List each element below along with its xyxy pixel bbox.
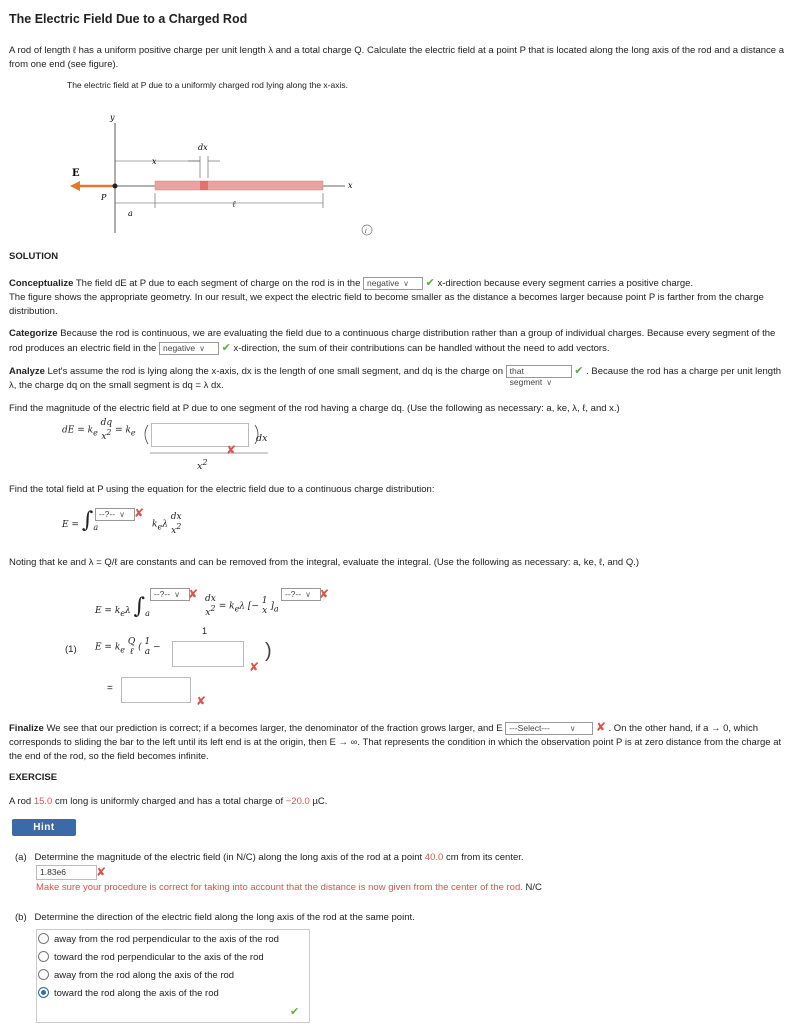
charged-rod xyxy=(155,181,323,190)
finalize-lead: Finalize xyxy=(9,723,44,734)
field-arrow-head xyxy=(70,181,80,191)
eq-final-numerator: 1 xyxy=(202,626,208,636)
eq-de-dx: dx xyxy=(256,433,268,444)
conceptualize-lead: Conceptualize xyxy=(9,278,74,289)
eq-final-close-paren: ) xyxy=(265,640,272,662)
point-p xyxy=(113,184,118,189)
error-icon: ✘ xyxy=(134,506,145,520)
finalize-select[interactable]: ---Select--- ∨ xyxy=(505,722,593,735)
eq-integrand-2: dx $x^2 = k_e\lambda$ [− 1 x ]$_a$ xyxy=(205,594,279,618)
check-icon: ✔ xyxy=(425,277,435,289)
error-icon: ✘ xyxy=(226,443,237,457)
chevron-down-icon: ∨ xyxy=(569,723,576,733)
svg-text:i: i xyxy=(365,228,367,235)
upper-limit-select-1[interactable]: --?-- ∨ xyxy=(95,508,135,521)
y-axis-label: y xyxy=(110,113,115,122)
label-E: E xyxy=(72,168,80,179)
instruction-3: Noting that ke and λ = Q/ℓ are constants and can be removed from the integral, evaluate the integral. (Use the following as necessary: a, ke, ℓ, and Q.) xyxy=(9,557,640,568)
chevron-down-icon: ∨ xyxy=(546,377,553,387)
analyze-lead: Analyze xyxy=(9,366,45,377)
error-icon: ✘ xyxy=(196,694,207,708)
instruction-2: Find the total field at P using the equation for the electric field due to a continuous charge distribution: xyxy=(9,484,435,495)
chevron-down-icon: ∨ xyxy=(305,590,311,599)
chevron-down-icon: ∨ xyxy=(403,278,409,288)
intro-text: A rod of length ℓ has a uniform positive charge per unit length λ and a total charge Q. Calculate the electric field at a point P that is located along the long axis of the rod and a distance a from one end (see figure). xyxy=(9,45,784,70)
eq-integrand: $k_e\lambda$ dx $x^2$ xyxy=(152,512,182,536)
check-icon: ✔ xyxy=(574,365,584,377)
label-P: P xyxy=(101,193,107,202)
part-a-question: (a) Determine the magnitude of the electric field (in N/C) along the long axis of the rod at a point 40.0 cm from its center. xyxy=(15,852,524,863)
analyze-segment-select[interactable]: that segment ∨ xyxy=(506,365,572,378)
hint-button[interactable]: Hint xyxy=(12,819,76,836)
finalize-section: Finalize We see that our prediction is correct; if a becomes larger, the denominator of the fraction grows larger, and E ---Select--- ∨ ✘ . On the other hand, if a → 0, which corresponds to sliding the bar to the left until its left end is at the origin, then E → ∞. That represents the condition in which the observation point P is at zero distance from the charge at the end of the rod, so the field becomes infinite. xyxy=(9,720,782,762)
check-icon: ✔ xyxy=(290,1006,300,1018)
conceptualize-section: Conceptualize The field dE at P due to each segment of charge on the rod is in the negative ∨ ✔ x-direction because every segment carries a positive charge. The figure shows the appropriate geometry. In our result, we expect the electric field to become smaller as the distance a becomes larger because point P is farther from the charge distribution. xyxy=(9,277,764,317)
chevron-down-icon: ∨ xyxy=(174,590,180,599)
rod-figure xyxy=(60,108,380,238)
categorize-section: Categorize Because the rod is continuous, we are evaluating the field due to a continuous charge distribution rather than a group of individual charges. Because every segment of the rod produces an electric field in the negative ∨ ✔ x-direction, the sum of their contributions can be handled without the need to add vectors. xyxy=(9,328,776,354)
conceptualize-direction-select[interactable]: negative ∨ xyxy=(363,277,423,290)
radio-button[interactable] xyxy=(38,969,49,980)
eq-de-denom: $x^2$ xyxy=(197,458,208,473)
x-axis-label: x xyxy=(348,181,353,190)
part-a-feedback: Make sure your procedure is correct for taking into account that the distance is now given from the center of the rod. N/C xyxy=(36,882,542,893)
error-icon: ✘ xyxy=(188,587,199,601)
part-b-question: (b) Determine the direction of the electric field along the long axis of the rod at the same point. xyxy=(15,912,415,923)
upper-limit-select-2[interactable]: --?-- ∨ xyxy=(150,588,190,601)
part-a-answer-input[interactable]: 1.83e6 xyxy=(36,865,97,880)
error-icon: ✘ xyxy=(319,587,330,601)
categorize-direction-select[interactable]: negative ∨ xyxy=(159,342,219,355)
option-toward-perpendicular[interactable]: toward the rod perpendicular to the axis of the rod xyxy=(38,949,264,966)
error-icon: ✘ xyxy=(595,720,606,734)
info-icon xyxy=(362,225,372,235)
eq-e-evaluated: $E = k_e\lambda$ $\int_a$ xyxy=(95,594,150,619)
radio-button[interactable] xyxy=(38,933,49,944)
label-a: a xyxy=(128,209,133,218)
eq-number-1: (1) xyxy=(65,644,77,655)
error-icon: ✘ xyxy=(249,660,260,674)
chevron-down-icon: ∨ xyxy=(119,510,125,519)
eq-final: $E = k_e$ Q ℓ ( 1 a − xyxy=(95,637,161,657)
page-title: The Electric Field Due to a Charged Rod xyxy=(9,12,248,26)
option-away-along-axis[interactable]: away from the rod along the axis of the rod xyxy=(38,967,234,984)
analyze-section: Analyze Let's assume the rod is lying along the x-axis, dx is the length of one small segment, and dq is the charge on that segment ∨ ✔ . Because the rod has a charge per unit length λ, the charge dq on the small segment is dq = λ dx. xyxy=(9,365,782,391)
option-toward-along-axis[interactable]: toward the rod along the axis of the rod xyxy=(38,985,219,1002)
chevron-down-icon: ∨ xyxy=(199,343,205,353)
eq-equals: = xyxy=(107,683,113,694)
error-icon: ✘ xyxy=(96,865,107,879)
label-x: x xyxy=(152,157,157,166)
solution-heading: SOLUTION xyxy=(9,251,59,262)
exercise-text: A rod 15.0 cm long is uniformly charged and has a total charge of −20.0 µC. xyxy=(9,796,328,807)
radio-button-selected[interactable] xyxy=(38,987,49,998)
check-icon: ✔ xyxy=(221,342,231,354)
rod-segment-dx xyxy=(200,181,208,190)
radio-button[interactable] xyxy=(38,951,49,962)
rod-charge-value: −20.0 xyxy=(285,796,310,807)
upper-limit-select-3[interactable]: --?-- ∨ xyxy=(281,588,321,601)
label-dx: dx xyxy=(198,143,208,152)
part-a-distance-value: 40.0 xyxy=(424,852,444,863)
categorize-lead: Categorize xyxy=(9,328,58,339)
eq-e-integral: $E = \int_a$ xyxy=(62,508,99,533)
label-l: ℓ xyxy=(232,200,236,210)
option-away-perpendicular[interactable]: away from the rod perpendicular to the axis of the rod xyxy=(38,931,279,948)
figure-caption: The electric field at P due to a uniformly charged rod lying along the x-axis. xyxy=(67,80,348,90)
exercise-heading: EXERCISE xyxy=(9,772,58,783)
final-denominator-input[interactable] xyxy=(172,641,244,667)
instruction-1: Find the magnitude of the electric field at P due to one segment of the rod having a charge dq. (Use the following as necessary: a, ke, λ, ℓ, and x.) xyxy=(9,403,620,414)
final-answer-input[interactable] xyxy=(121,677,191,703)
rod-length-value: 15.0 xyxy=(33,796,53,807)
